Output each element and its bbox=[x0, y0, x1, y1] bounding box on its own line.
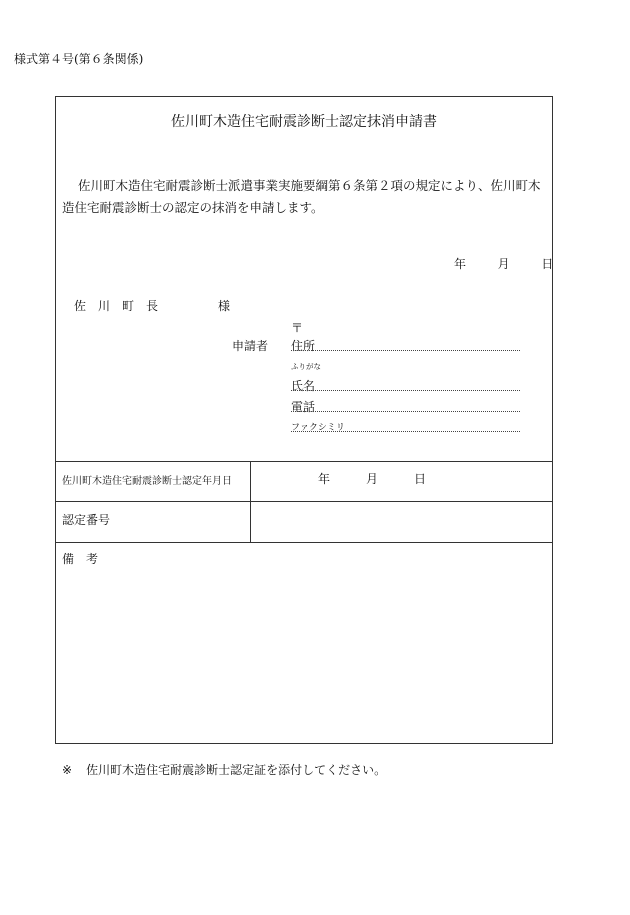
body-text: 佐川町木造住宅耐震診断士派遣事業実施要綱第６条第２項の規定により、佐川町木造住宅耐震診断士の認定の抹消を申請します。 bbox=[62, 178, 541, 215]
divider bbox=[56, 461, 552, 462]
name-label: 氏名 bbox=[291, 379, 316, 393]
fax-field[interactable] bbox=[291, 431, 520, 432]
date-year-label: 年 bbox=[454, 257, 467, 271]
addressee: 佐 川 町 長 bbox=[74, 299, 159, 313]
address-label: 住所 bbox=[291, 339, 316, 353]
furigana-label: ふりがな bbox=[291, 362, 321, 371]
remarks-field[interactable] bbox=[62, 569, 548, 739]
phone-label: 電話 bbox=[291, 400, 316, 414]
application-form-frame bbox=[55, 96, 553, 744]
footnote-mark: ※ bbox=[62, 763, 73, 777]
certification-date-month: 月 bbox=[366, 472, 379, 486]
certification-number-field[interactable] bbox=[252, 503, 552, 541]
certification-date-year: 年 bbox=[318, 472, 331, 486]
divider bbox=[56, 542, 552, 543]
honorific: 様 bbox=[218, 299, 231, 313]
date-day-label: 日 bbox=[541, 257, 554, 271]
phone-field[interactable] bbox=[291, 411, 520, 412]
footnote-text: 佐川町木造住宅耐震診断士認定証を添付してください。 bbox=[86, 763, 387, 777]
application-date bbox=[454, 255, 553, 272]
name-field[interactable] bbox=[291, 390, 520, 391]
date-month-label: 月 bbox=[497, 257, 510, 271]
footnote bbox=[62, 761, 386, 778]
certification-date-label: 佐川町木造住宅耐震診断士認定年月日 bbox=[62, 476, 232, 487]
divider bbox=[56, 501, 552, 502]
postal-mark: 〒 bbox=[291, 321, 304, 335]
remarks-label: 備 考 bbox=[62, 552, 99, 566]
fax-label: ファクシミリ bbox=[291, 423, 345, 433]
certification-number-label: 認定番号 bbox=[62, 513, 111, 527]
applicant-label: 申請者 bbox=[232, 339, 269, 353]
form-number: 様式第４号(第６条関係) bbox=[14, 52, 144, 66]
address-field[interactable] bbox=[291, 350, 520, 351]
certification-date-day: 日 bbox=[414, 472, 427, 486]
form-title: 佐川町木造住宅耐震診断士認定抹消申請書 bbox=[171, 114, 437, 130]
